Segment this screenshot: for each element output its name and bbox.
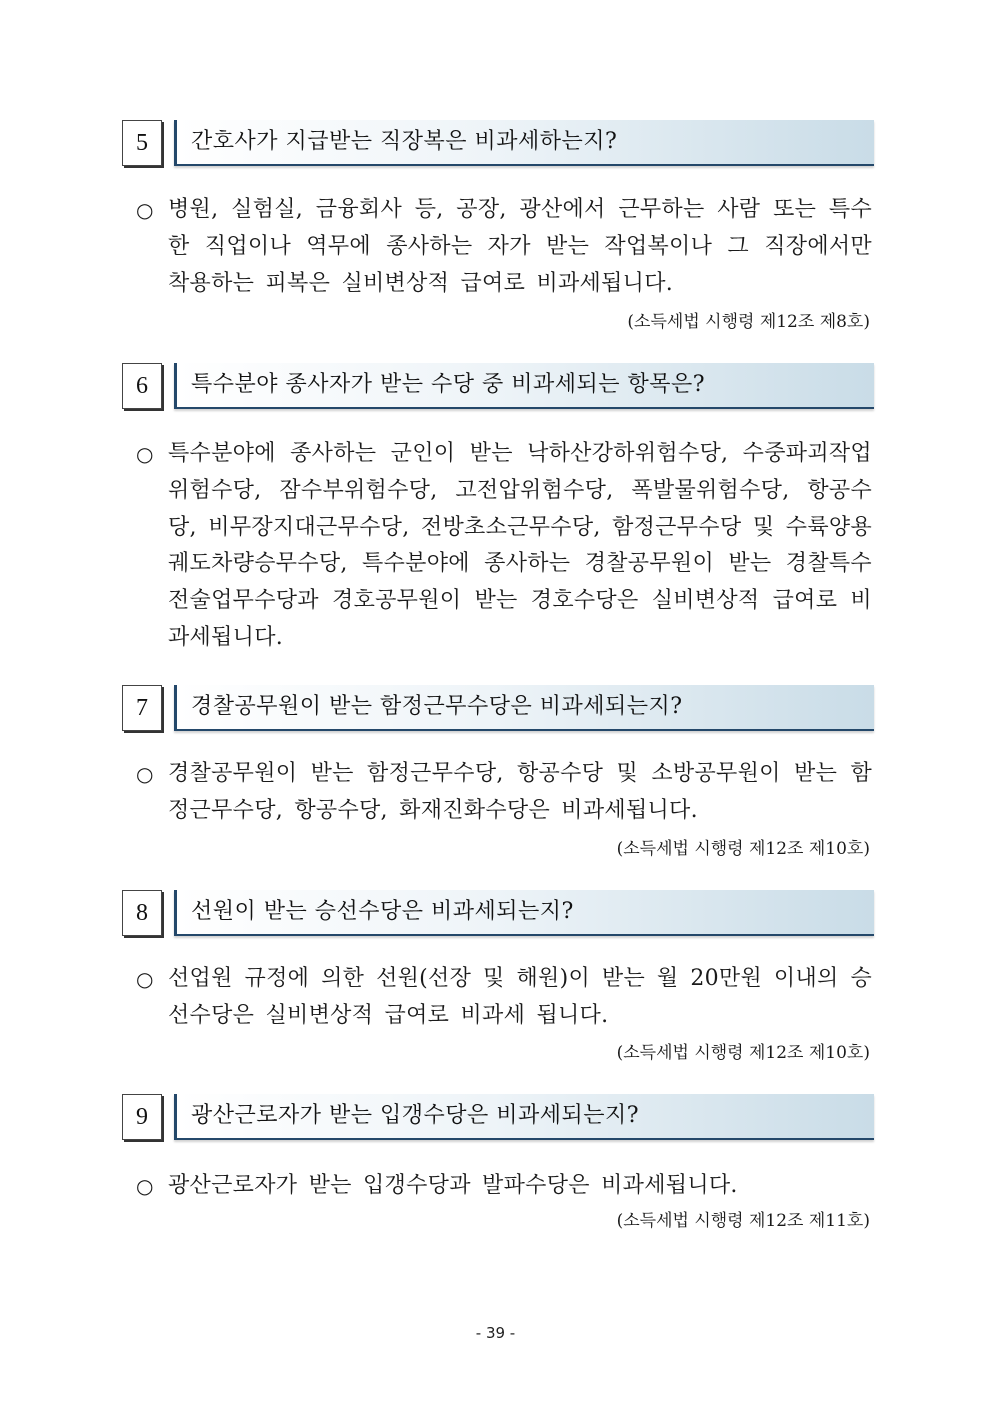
law-reference: (소득세법 시행령 제12조 제10호) [616,839,870,859]
page-number: - 39 - [475,1324,516,1342]
circle-bullet-icon: ○ [136,967,154,991]
question-bar [174,890,874,936]
answer-text: 광산근로자가 받는 입갱수당과 발파수당은 비과세됩니다. [168,1173,738,1198]
answer-text: 특수분야에 종사하는 군인이 받는 낙하산강하위험수당, 수중파괴작업위험수당, 잠수부위험수당, 고전압위험수당, 폭발물위험수당, 항공수당, 비무장지대근무수당, 전방초소근무수당, 함정근무수당 및 수륙양용궤도차량승무수당, 특수분야에 종사하는 경찰공무원이 받는 경찰특수전술업무수당과 경호공무원이 받는 경호수당은 실비변상적 급여로 비과세됩니다. [168,441,872,650]
answer-text: 경찰공무원이 받는 함정근무수당, 항공수당 및 소방공무원이 받는 함정근무수당, 항공수당, 화재진화수당은 비과세됩니다. [168,761,872,823]
answer-paragraph [136,756,872,830]
circle-bullet-icon: ○ [136,1174,154,1198]
question-number: 9 [122,1094,162,1140]
law-reference: (소득세법 시행령 제12조 제8호) [627,312,870,332]
question-header [122,685,874,733]
law-reference: (소득세법 시행령 제12조 제11호) [616,1211,870,1231]
question-bar [174,120,874,166]
law-reference: (소득세법 시행령 제12조 제10호) [616,1043,870,1063]
question-bar [174,363,874,409]
question-header [122,1094,874,1142]
question-number: 8 [122,890,162,936]
answer-paragraph [136,961,872,1035]
question-title: 선원이 받는 승선수당은 비과세되는지? [191,899,574,924]
question-number: 6 [122,363,162,409]
answer-text: 병원, 실험실, 금융회사 등, 공장, 광산에서 근무하는 사람 또는 특수한 직업이나 역무에 종사하는 자가 받는 작업복이나 그 직장에서만 착용하는 피복은 실비변상적 급여로 비과세됩니다. [168,197,872,296]
answer-text: 선업원 규정에 의한 선원(선장 및 해원)이 받는 월 20만원 이내의 승선수당은 실비변상적 급여로 비과세 됩니다. [168,966,872,1028]
question-title: 간호사가 지급받는 직장복은 비과세하는지? [191,129,618,154]
circle-bullet-icon: ○ [136,198,154,222]
answer-paragraph [136,1168,872,1205]
question-number: 5 [122,120,162,166]
question-header [122,363,874,411]
question-title: 특수분야 종사자가 받는 수당 중 비과세되는 항목은? [191,372,706,397]
question-header [122,120,874,168]
circle-bullet-icon: ○ [136,762,154,786]
answer-paragraph [136,436,872,657]
answer-paragraph [136,192,872,302]
question-bar [174,685,874,731]
circle-bullet-icon: ○ [136,442,154,466]
question-number: 7 [122,685,162,731]
question-title: 광산근로자가 받는 입갱수당은 비과세되는지? [191,1103,640,1128]
question-title: 경찰공무원이 받는 함정근무수당은 비과세되는지? [191,694,683,719]
question-header [122,890,874,938]
question-bar [174,1094,874,1140]
